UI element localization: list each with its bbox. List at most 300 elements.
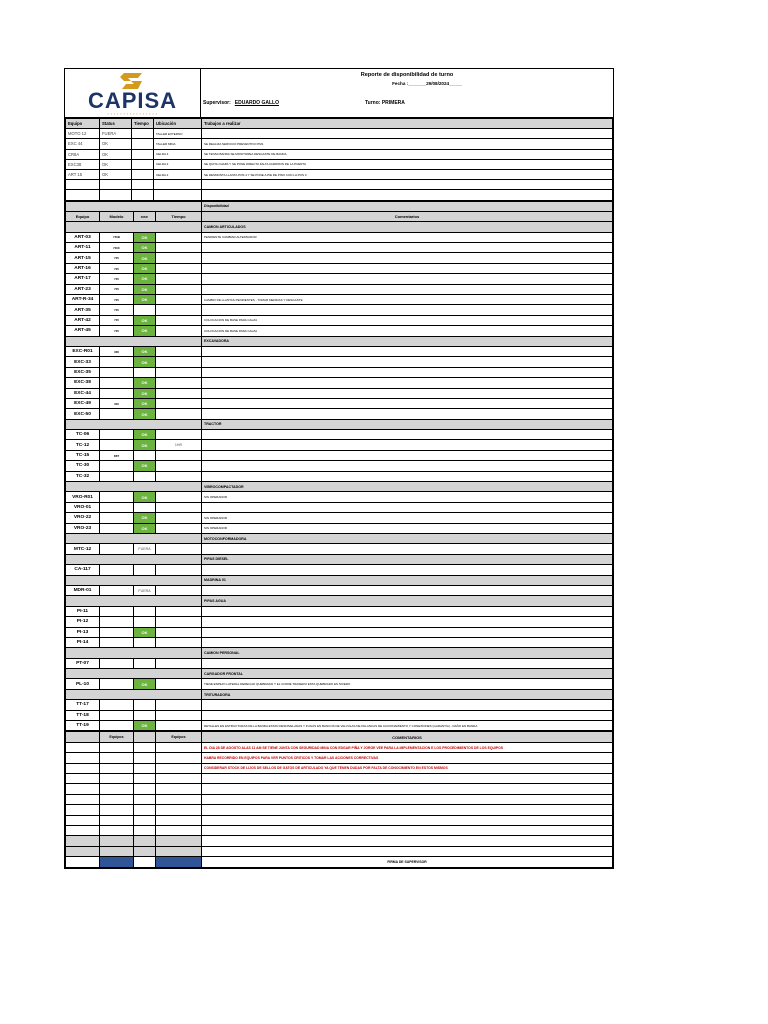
- work-row: [66, 129, 613, 139]
- equipment-comment: SIN OPERADOR: [202, 513, 613, 523]
- equipment-comment: [202, 658, 613, 668]
- equipment-availability: OK: [134, 721, 156, 731]
- equipment-comment: [202, 398, 613, 408]
- comment-text: [202, 773, 613, 783]
- equipment-comment: [202, 450, 613, 460]
- equipment-comment: [202, 367, 613, 377]
- equipment-comment: [202, 388, 613, 398]
- report-sheet: [64, 68, 614, 869]
- work-row: [66, 159, 613, 169]
- comment-equipment-cell: [66, 846, 100, 856]
- comment-row: [66, 836, 613, 846]
- shift: Turno: PRIMERA: [365, 100, 405, 106]
- equipment-time: [156, 700, 202, 710]
- equipment-availability: OK: [134, 388, 156, 398]
- equipment-model: 745: [100, 295, 134, 305]
- equipment-id: MTC-12: [66, 544, 100, 554]
- comments-header-row: [66, 732, 613, 742]
- section-title: CARGADOR FRONTAL: [202, 669, 613, 679]
- work-cell: TALLER EXTERNO: [154, 129, 202, 139]
- equipment-row: [66, 627, 613, 637]
- section-row: [66, 554, 613, 564]
- header-info: [201, 69, 613, 117]
- work-cell: CELDA 3: [154, 159, 202, 169]
- equipment-id: TC-12: [66, 440, 100, 450]
- equipment-id: TT-18: [66, 710, 100, 720]
- work-cell: CELDA 3: [154, 149, 202, 159]
- equipment-row: [66, 513, 613, 523]
- section-title: TRACTOR: [202, 419, 613, 429]
- comment-row: [66, 742, 613, 752]
- equipment-comment: [202, 430, 613, 440]
- equipment-id: PI-13: [66, 627, 100, 637]
- supervisor-label: Supervisor:: [203, 100, 231, 106]
- equipment-id: EXC-R01: [66, 346, 100, 356]
- section-row: [66, 419, 613, 429]
- section-row: [66, 222, 613, 232]
- equipment-row: [66, 367, 613, 377]
- work-cell: [202, 190, 613, 200]
- comment-equipment-cell: [66, 836, 100, 846]
- col-tiempo: Tiempo: [156, 211, 202, 221]
- comment-equipment-cell: [156, 825, 202, 835]
- work-cell: TALLER MINA: [154, 139, 202, 149]
- section-title: PIPAS DIESEL: [202, 554, 613, 564]
- equipment-id: EXC-49: [66, 398, 100, 408]
- equipment-time: [156, 409, 202, 419]
- comment-row: [66, 794, 613, 804]
- equipment-model: [100, 523, 134, 533]
- equipment-availability: [134, 565, 156, 575]
- equipment-time: [156, 232, 202, 242]
- comment-equipment-cell: [100, 825, 134, 835]
- equipment-id: ART-45: [66, 326, 100, 336]
- equipment-time: [156, 606, 202, 616]
- report-title: Reporte de disponibilidad de turno: [360, 72, 454, 78]
- equipment-model: 745: [100, 315, 134, 325]
- comment-equipment-cell: [100, 805, 134, 815]
- comment-text: [202, 794, 613, 804]
- work-header-cell: Trabajos a realizar: [202, 119, 613, 129]
- equipment-row: [66, 409, 613, 419]
- comment-equipment-cell: [100, 815, 134, 825]
- equipment-id: VRO-23: [66, 523, 100, 533]
- equipment-id: MDR-01: [66, 585, 100, 595]
- availability-label: Disponibilidad: [202, 201, 613, 211]
- work-cell: SE TENSA BANDA SE MONITOREA DESGASTE DE BANDA: [202, 149, 613, 159]
- comment-equipment-cell: [156, 763, 202, 773]
- equipment-row: [66, 523, 613, 533]
- equipment-id: ART-35: [66, 305, 100, 315]
- equipment-time: [156, 243, 202, 253]
- comment-equipment-cell: [134, 753, 156, 763]
- comment-equipment-cell: [156, 846, 202, 856]
- equipment-comment: [202, 440, 613, 450]
- equipment-comment: SIN OPERADOR: [202, 523, 613, 533]
- equipment-model: 745: [100, 284, 134, 294]
- section-title: TRITURADORA: [202, 689, 613, 699]
- equipment-availability: [134, 617, 156, 627]
- equipment-model: D6T: [100, 450, 134, 460]
- equipment-availability: OK: [134, 243, 156, 253]
- equipment-availability: OK: [134, 409, 156, 419]
- comment-equipment-cell: [156, 742, 202, 752]
- equipment-comment: [202, 606, 613, 616]
- bottom-comentarios: COMENTARIOS: [202, 732, 613, 742]
- comment-equipment-cell: [100, 836, 134, 846]
- equipment-time: [156, 367, 202, 377]
- section-title: EXCAVADORA: [202, 336, 613, 346]
- equipment-row: [66, 565, 613, 575]
- equipment-availability: FUERA: [134, 544, 156, 554]
- equipment-time: [156, 565, 202, 575]
- work-cell: OK: [100, 169, 132, 179]
- work-cell: OK: [100, 159, 132, 169]
- comment-equipment-cell: [134, 836, 156, 846]
- equipment-model: [100, 367, 134, 377]
- work-cell: [132, 169, 154, 179]
- comment-equipment-cell: [156, 784, 202, 794]
- equipment-availability: [134, 450, 156, 460]
- equipment-row: [66, 295, 613, 305]
- equipment-row: [66, 253, 613, 263]
- equipment-row: [66, 243, 613, 253]
- section-row: [66, 575, 613, 585]
- equipment-id: VRO-R01: [66, 492, 100, 502]
- equipment-row: [66, 284, 613, 294]
- equipment-id: EXC-35: [66, 367, 100, 377]
- equipment-comment: [202, 585, 613, 595]
- equipment-availability: [134, 367, 156, 377]
- equipment-comment: [202, 243, 613, 253]
- equipment-comment: [202, 461, 613, 471]
- work-header-cell: Status: [100, 119, 132, 129]
- work-cell: EXC38: [66, 159, 100, 169]
- equipment-time: [156, 523, 202, 533]
- equipment-model: [100, 658, 134, 668]
- equipment-time: [156, 679, 202, 689]
- equipment-id: VRO-22: [66, 513, 100, 523]
- equipment-model: 745: [100, 274, 134, 284]
- equipment-model: [100, 409, 134, 419]
- equipment-time: [156, 461, 202, 471]
- comment-text: [202, 825, 613, 835]
- equipment-id: TC-15: [66, 450, 100, 460]
- equipment-comment: PENDIENTE CAMBIAR ALTERNADOR: [202, 232, 613, 242]
- comment-equipment-cell: [66, 753, 100, 763]
- equipment-availability: [134, 637, 156, 647]
- comment-equipment-cell: [100, 794, 134, 804]
- equipment-comment: [202, 378, 613, 388]
- equipment-row: [66, 637, 613, 647]
- equipment-id: VRO-01: [66, 502, 100, 512]
- equipment-row: [66, 326, 613, 336]
- equipment-id: PL-10: [66, 679, 100, 689]
- section-title: VIBROCOMPACTADOR: [202, 482, 613, 492]
- comment-equipment-cell: [66, 773, 100, 783]
- equipment-time: [156, 721, 202, 731]
- work-cell: [100, 190, 132, 200]
- equipment-id: ART-15: [66, 253, 100, 263]
- equipment-model: [100, 721, 134, 731]
- equipment-row: [66, 263, 613, 273]
- equipment-comment: TIENE ESPEJO LATERAL DERECHO QUEBRADO Y EL COFRE TRASERO ESTA QUEBRADO ES NIVERO: [202, 679, 613, 689]
- equipment-availability: OK: [134, 513, 156, 523]
- equipment-comment: [202, 637, 613, 647]
- work-cell: EXC 44: [66, 139, 100, 149]
- equipment-model: [100, 585, 134, 595]
- equipment-availability: OK: [134, 263, 156, 273]
- equipment-availability: OK: [134, 679, 156, 689]
- equipment-time: [156, 388, 202, 398]
- equipment-availability: OK: [134, 346, 156, 356]
- comment-equipment-cell: [156, 805, 202, 815]
- comment-row: [66, 825, 613, 835]
- work-header-cell: Equipo: [66, 119, 100, 129]
- equipment-availability: [134, 606, 156, 616]
- comment-equipment-cell: [156, 794, 202, 804]
- work-cell: [202, 180, 613, 190]
- equipment-id: PI-14: [66, 637, 100, 647]
- comment-equipment-cell: [134, 815, 156, 825]
- equipment-availability: [134, 471, 156, 481]
- equipment-model: [100, 617, 134, 627]
- equipment-availability: OK: [134, 284, 156, 294]
- work-header-cell: Ubicación: [154, 119, 202, 129]
- equipment-comment: [202, 263, 613, 273]
- comment-text: [202, 805, 613, 815]
- comment-equipment-cell: [66, 794, 100, 804]
- comment-equipment-cell: [134, 846, 156, 856]
- section-row: [66, 336, 613, 346]
- work-cell: MOTO 12: [66, 129, 100, 139]
- equipment-id: TT-17: [66, 700, 100, 710]
- equipment-id: TC-06: [66, 430, 100, 440]
- signature-row: [66, 857, 613, 867]
- equipment-row: [66, 585, 613, 595]
- equipment-comment: SIN OPERADOR: [202, 492, 613, 502]
- equipment-model: [100, 637, 134, 647]
- supervisor-signature-label: FIRMA DE SUPERVISOR: [202, 857, 613, 867]
- work-row: [66, 139, 613, 149]
- section-row: [66, 596, 613, 606]
- comment-equipment-cell: [134, 773, 156, 783]
- equipment-time: [156, 450, 202, 460]
- equipment-model: 740C: [100, 243, 134, 253]
- equipment-row: [66, 388, 613, 398]
- equipment-id: EXC-44: [66, 388, 100, 398]
- equipment-id: EXC-33: [66, 357, 100, 367]
- equipment-comment: [202, 502, 613, 512]
- work-cell: SE REALIZA SERVICIO PREVENTIVO PM1: [202, 139, 613, 149]
- work-cell: [154, 190, 202, 200]
- work-cell: OK: [100, 149, 132, 159]
- equipment-time: [156, 710, 202, 720]
- equipment-row: [66, 305, 613, 315]
- equipment-row: [66, 378, 613, 388]
- supervisor-value: EDUARDO GALLO: [234, 100, 279, 106]
- equipment-time: [156, 471, 202, 481]
- equipment-model: 745: [100, 253, 134, 263]
- comment-equipment-cell: [100, 742, 134, 752]
- equipment-time: [156, 357, 202, 367]
- work-cell: OK: [100, 139, 132, 149]
- equipment-id: ART-03: [66, 232, 100, 242]
- equipment-availability: OK: [134, 378, 156, 388]
- comment-equipment-cell: [134, 805, 156, 815]
- equipment-model: [100, 461, 134, 471]
- equipment-model: 340: [100, 398, 134, 408]
- equipment-availability: OK: [134, 430, 156, 440]
- equipment-availability: OK: [134, 492, 156, 502]
- bottom-equipos-2: Equipos: [156, 732, 202, 742]
- equipment-row: [66, 710, 613, 720]
- equipment-row: [66, 658, 613, 668]
- comment-equipment-cell: [134, 825, 156, 835]
- equipment-model: [100, 388, 134, 398]
- col-equipo: Equipo: [66, 211, 100, 221]
- work-cell: [66, 180, 100, 190]
- work-cell: [202, 129, 613, 139]
- work-cell: [100, 180, 132, 190]
- work-row: [66, 180, 613, 190]
- equipment-row: [66, 357, 613, 367]
- comment-equipment-cell: [100, 773, 134, 783]
- equipment-model: 745: [100, 305, 134, 315]
- equipment-model: [100, 700, 134, 710]
- work-cell: SE DESMONTA LLANTA POS 4 Y SE PONE A PIE DE PISO CON LA POS 3: [202, 169, 613, 179]
- equipment-model: 745: [100, 326, 134, 336]
- bottom-equipos-1: Equipos: [100, 732, 134, 742]
- equipment-model: [100, 378, 134, 388]
- comment-text: [202, 815, 613, 825]
- equipment-model: [100, 430, 134, 440]
- report-header: [65, 69, 613, 118]
- equipment-availability: OK: [134, 315, 156, 325]
- work-table: [65, 118, 613, 201]
- equipment-id: TC-32: [66, 471, 100, 481]
- equipment-model: [100, 679, 134, 689]
- equipment-time: [156, 378, 202, 388]
- comment-equipment-cell: [66, 742, 100, 752]
- equipment-comment: COLOCACION DE BASE PARA CALZA: [202, 326, 613, 336]
- equipment-availability: [134, 502, 156, 512]
- equipment-availability: OK: [134, 627, 156, 637]
- equipment-availability: OK: [134, 357, 156, 367]
- equipment-comment: CAMBIO DE LLANTAS PENDIENTES - TOMAR MEDIDAS Y DESGASTE: [202, 295, 613, 305]
- section-row: [66, 482, 613, 492]
- comment-row: [66, 784, 613, 794]
- work-cell: [132, 129, 154, 139]
- col-comentarios: Comentarios: [202, 211, 613, 221]
- equipment-id: EXC-50: [66, 409, 100, 419]
- comment-row: [66, 805, 613, 815]
- work-header-cell: Tiempo: [132, 119, 154, 129]
- work-row: [66, 149, 613, 159]
- comment-equipment-cell: [100, 763, 134, 773]
- section-title: CAMION PERSONAL: [202, 648, 613, 658]
- equipment-comment: [202, 710, 613, 720]
- equipment-model: 745: [100, 263, 134, 273]
- equipment-availability: OK: [134, 295, 156, 305]
- equipment-availability: [134, 700, 156, 710]
- signature-blue-cell: [100, 857, 134, 867]
- work-cell: [132, 190, 154, 200]
- work-cell: CELDA 2: [154, 169, 202, 179]
- equipment-availability: OK: [134, 523, 156, 533]
- equipment-model: [100, 544, 134, 554]
- comment-row: [66, 763, 613, 773]
- work-cell: [66, 190, 100, 200]
- work-cell: [132, 159, 154, 169]
- equipment-id: ART-23: [66, 284, 100, 294]
- signature-blank-cell: [66, 857, 100, 867]
- section-title: MADRINA 01: [202, 575, 613, 585]
- equipment-time: [156, 315, 202, 325]
- equipment-row: [66, 315, 613, 325]
- work-cell: CR8A: [66, 149, 100, 159]
- col-disp: DISP.: [134, 211, 156, 221]
- equipment-time: [156, 274, 202, 284]
- equipment-id: PI-11: [66, 606, 100, 616]
- equipment-row: [66, 544, 613, 554]
- equipment-row: [66, 274, 613, 284]
- equipment-comment: [202, 409, 613, 419]
- section-title: MOTOCONFORMADORA: [202, 534, 613, 544]
- equipment-id: PI-12: [66, 617, 100, 627]
- work-table-header: [66, 119, 613, 129]
- comment-row: [66, 753, 613, 763]
- comment-equipment-cell: [156, 815, 202, 825]
- comments-table: [65, 731, 613, 867]
- equipment-id: TC-30: [66, 461, 100, 471]
- comment-equipment-cell: [100, 753, 134, 763]
- work-cell: [132, 139, 154, 149]
- comment-equipment-cell: [156, 773, 202, 783]
- comment-equipment-cell: [66, 784, 100, 794]
- equipment-time: [156, 295, 202, 305]
- equipment-availability: OK: [134, 253, 156, 263]
- comment-equipment-cell: [134, 784, 156, 794]
- equipment-comment: [202, 617, 613, 627]
- equipment-time: [156, 502, 202, 512]
- equipment-row: [66, 721, 613, 731]
- equipment-model: [100, 627, 134, 637]
- equipment-time: [156, 513, 202, 523]
- availability-table: [65, 201, 613, 732]
- equipment-availability: [134, 305, 156, 315]
- comment-equipment-cell: [156, 836, 202, 846]
- equipment-id: EXC-38: [66, 378, 100, 388]
- comment-equipment-cell: [134, 763, 156, 773]
- section-title: CAMION ARTICULADOS: [202, 222, 613, 232]
- equipment-id: ART-16: [66, 263, 100, 273]
- comment-equipment-cell: [66, 763, 100, 773]
- equipment-row: [66, 492, 613, 502]
- work-cell: [132, 149, 154, 159]
- equipment-comment: [202, 284, 613, 294]
- equipment-availability: FUERA: [134, 585, 156, 595]
- equipment-row: [66, 606, 613, 616]
- equipment-time: [156, 617, 202, 627]
- work-row: [66, 169, 613, 179]
- equipment-time: [156, 284, 202, 294]
- equipment-availability: [134, 710, 156, 720]
- brand-name: CAPISA: [87, 88, 178, 113]
- comment-text: HABRA RECORRIDO EN EQUIPOS PARA VER PUNTOS CRITICOS Y TOMAR LAS ACCIONES CORRECTIVAS: [202, 753, 613, 763]
- work-cell: FUERA: [100, 129, 132, 139]
- section-row: [66, 689, 613, 699]
